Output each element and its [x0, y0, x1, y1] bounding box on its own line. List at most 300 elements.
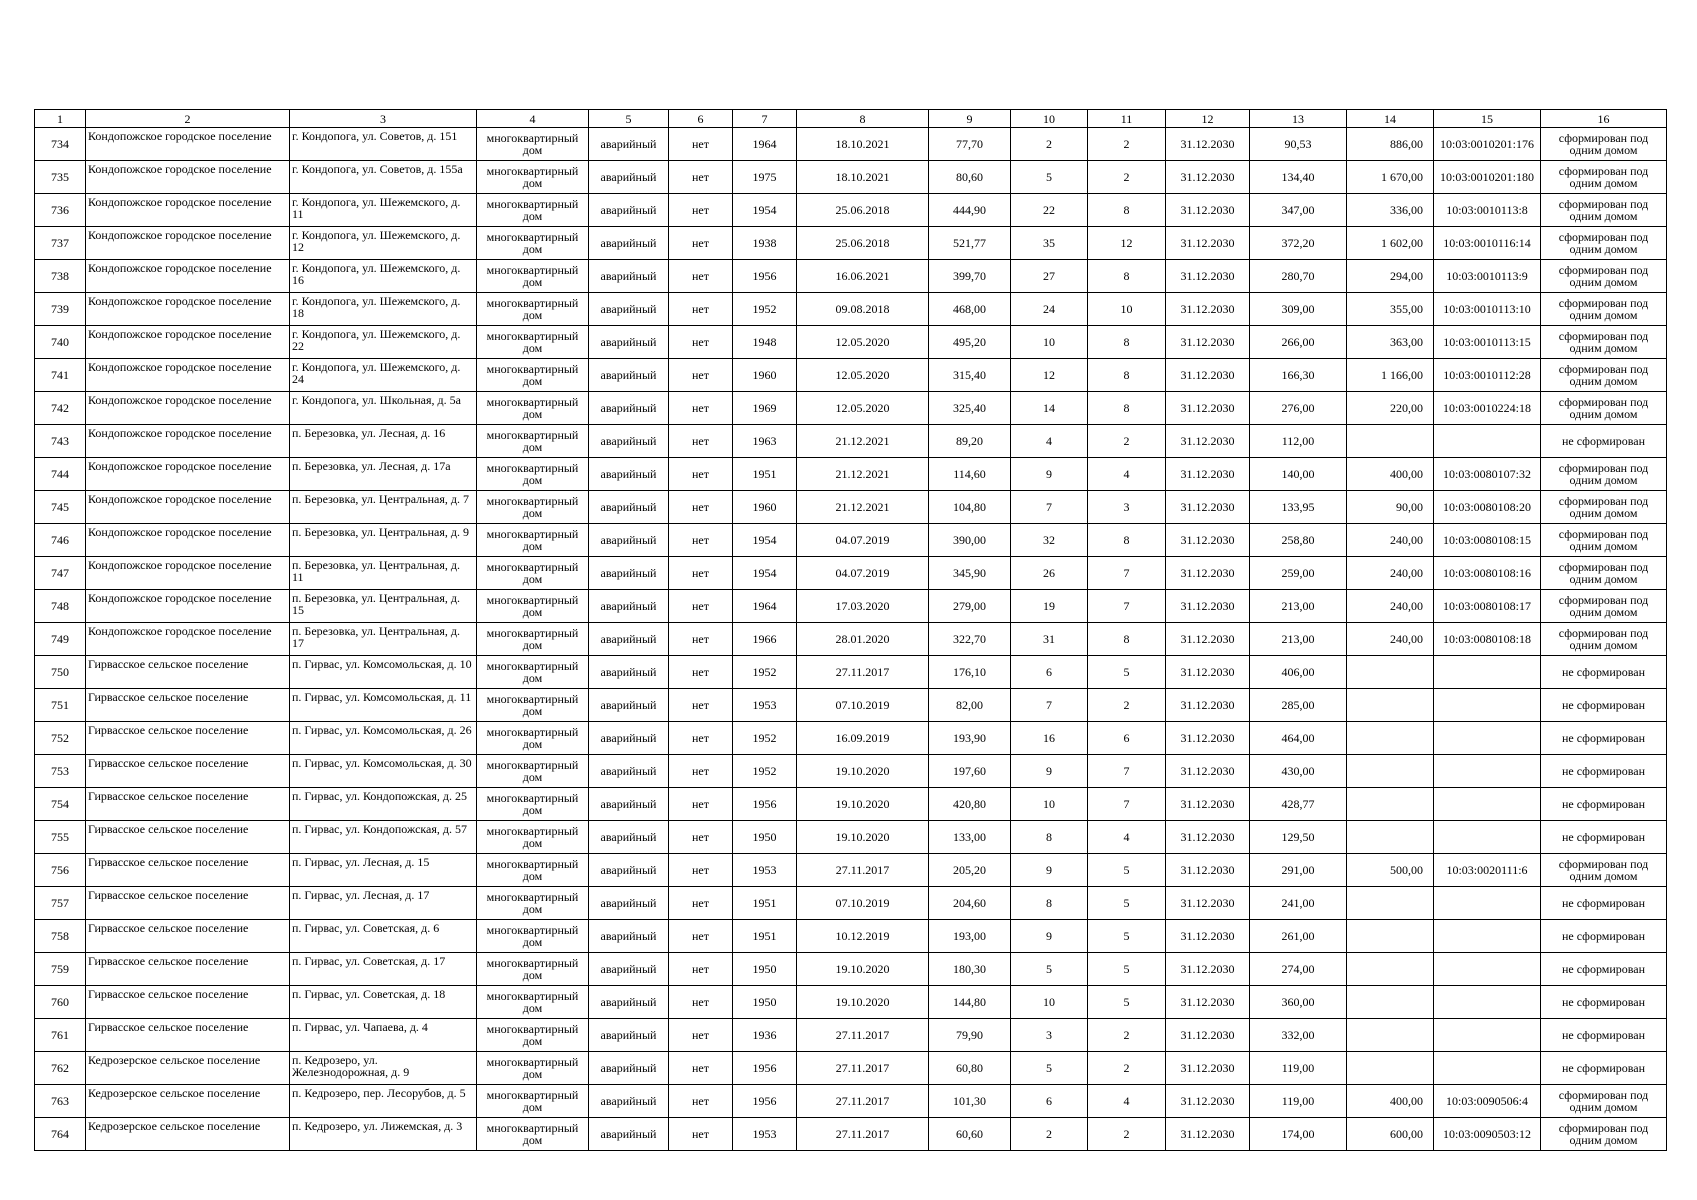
table-cell-col-6: нет	[669, 194, 733, 227]
table-cell-col-3: п. Березовка, ул. Центральная, д. 7	[290, 491, 477, 524]
table-cell-col-16: сформирован под одним домом	[1541, 293, 1667, 326]
table-cell-col-16: не сформирован	[1541, 920, 1667, 953]
table-cell-col-9: 79,90	[929, 1019, 1011, 1052]
table-cell-col-2: Гирвасское сельское поселение	[86, 1019, 290, 1052]
table-cell-col-7: 1954	[733, 524, 797, 557]
table-cell-col-1: 734	[35, 128, 86, 161]
table-row	[35, 359, 1667, 392]
table-cell-col-11: 5	[1088, 986, 1166, 1019]
table-cell-col-2: Кондопожское городское поселение	[86, 128, 290, 161]
table-cell-col-3: п. Гирвас, ул. Комсомольская, д. 10	[290, 656, 477, 689]
table-cell-col-1: 754	[35, 788, 86, 821]
table-cell-col-15	[1434, 920, 1541, 953]
table-cell-col-11: 4	[1088, 821, 1166, 854]
table-cell-col-9: 345,90	[929, 557, 1011, 590]
table-cell-col-16: сформирован под одним домом	[1541, 623, 1667, 656]
table-cell-col-13: 90,53	[1250, 128, 1347, 161]
table-cell-col-9: 204,60	[929, 887, 1011, 920]
table-cell-col-4: многоквартирный дом	[477, 656, 589, 689]
table-cell-col-9: 60,80	[929, 1052, 1011, 1085]
table-cell-col-3: п. Гирвас, ул. Комсомольская, д. 30	[290, 755, 477, 788]
table-cell-col-12: 31.12.2030	[1166, 293, 1250, 326]
table-cell-col-16: сформирован под одним домом	[1541, 392, 1667, 425]
table-cell-col-10: 10	[1011, 788, 1088, 821]
table-row	[35, 920, 1667, 953]
table-cell-col-1: 736	[35, 194, 86, 227]
table-cell-col-8: 04.07.2019	[797, 557, 929, 590]
table-cell-col-12: 31.12.2030	[1166, 689, 1250, 722]
table-cell-col-1: 742	[35, 392, 86, 425]
table-cell-col-1: 740	[35, 326, 86, 359]
table-cell-col-15: 10:03:0080108:18	[1434, 623, 1541, 656]
table-cell-col-1: 758	[35, 920, 86, 953]
table-cell-col-11: 7	[1088, 788, 1166, 821]
table-cell-col-6: нет	[669, 524, 733, 557]
table-cell-col-4: многоквартирный дом	[477, 227, 589, 260]
table-cell-col-11: 5	[1088, 887, 1166, 920]
table-row	[35, 1052, 1667, 1085]
table-cell-col-6: нет	[669, 1052, 733, 1085]
table-cell-col-6: нет	[669, 623, 733, 656]
table-cell-col-13: 274,00	[1250, 953, 1347, 986]
table-cell-col-4: многоквартирный дом	[477, 986, 589, 1019]
table-cell-col-5: аварийный	[589, 623, 669, 656]
table-cell-col-16: сформирован под одним домом	[1541, 458, 1667, 491]
table-cell-col-3: п. Березовка, ул. Центральная, д. 15	[290, 590, 477, 623]
table-cell-col-4: многоквартирный дом	[477, 1118, 589, 1151]
table-cell-col-13: 464,00	[1250, 722, 1347, 755]
table-cell-col-9: 176,10	[929, 656, 1011, 689]
column-header-9: 9	[929, 110, 1011, 128]
table-cell-col-3: г. Кондопога, ул. Советов, д. 151	[290, 128, 477, 161]
table-cell-col-2: Кондопожское городское поселение	[86, 623, 290, 656]
table-cell-col-10: 27	[1011, 260, 1088, 293]
table-row	[35, 1019, 1667, 1052]
table-cell-col-2: Кедрозерское сельское поселение	[86, 1118, 290, 1151]
table-cell-col-7: 1956	[733, 1085, 797, 1118]
table-cell-col-4: многоквартирный дом	[477, 491, 589, 524]
table-cell-col-9: 420,80	[929, 788, 1011, 821]
table-cell-col-13: 258,80	[1250, 524, 1347, 557]
table-cell-col-8: 09.08.2018	[797, 293, 929, 326]
table-cell-col-7: 1956	[733, 260, 797, 293]
table-cell-col-2: Кондопожское городское поселение	[86, 161, 290, 194]
table-cell-col-14: 240,00	[1347, 623, 1434, 656]
table-row	[35, 491, 1667, 524]
column-header-10: 10	[1011, 110, 1088, 128]
table-cell-col-1: 741	[35, 359, 86, 392]
column-header-12: 12	[1166, 110, 1250, 128]
table-cell-col-6: нет	[669, 854, 733, 887]
table-cell-col-9: 77,70	[929, 128, 1011, 161]
table-cell-col-11: 7	[1088, 755, 1166, 788]
table-cell-col-1: 757	[35, 887, 86, 920]
table-cell-col-3: п. Березовка, ул. Центральная, д. 9	[290, 524, 477, 557]
table-cell-col-15: 10:03:0010201:176	[1434, 128, 1541, 161]
table-cell-col-8: 18.10.2021	[797, 128, 929, 161]
table-cell-col-8: 19.10.2020	[797, 986, 929, 1019]
table-cell-col-3: п. Гирвас, ул. Лесная, д. 15	[290, 854, 477, 887]
table-row	[35, 722, 1667, 755]
table-cell-col-6: нет	[669, 491, 733, 524]
table-cell-col-7: 1966	[733, 623, 797, 656]
table-cell-col-14	[1347, 887, 1434, 920]
table-cell-col-7: 1951	[733, 887, 797, 920]
column-header-1: 1	[35, 110, 86, 128]
table-cell-col-12: 31.12.2030	[1166, 326, 1250, 359]
table-row	[35, 887, 1667, 920]
table-cell-col-4: многоквартирный дом	[477, 755, 589, 788]
table-cell-col-12: 31.12.2030	[1166, 920, 1250, 953]
table-cell-col-8: 16.09.2019	[797, 722, 929, 755]
table-cell-col-11: 8	[1088, 194, 1166, 227]
table-cell-col-6: нет	[669, 161, 733, 194]
table-cell-col-5: аварийный	[589, 326, 669, 359]
table-cell-col-6: нет	[669, 788, 733, 821]
table-cell-col-2: Гирвасское сельское поселение	[86, 920, 290, 953]
table-cell-col-2: Гирвасское сельское поселение	[86, 689, 290, 722]
table-cell-col-13: 360,00	[1250, 986, 1347, 1019]
table-cell-col-2: Гирвасское сельское поселение	[86, 722, 290, 755]
column-header-11: 11	[1088, 110, 1166, 128]
table-cell-col-8: 12.05.2020	[797, 326, 929, 359]
table-cell-col-11: 5	[1088, 953, 1166, 986]
table-cell-col-12: 31.12.2030	[1166, 161, 1250, 194]
table-cell-col-2: Кондопожское городское поселение	[86, 260, 290, 293]
table-cell-col-14	[1347, 425, 1434, 458]
table-cell-col-8: 10.12.2019	[797, 920, 929, 953]
table-row	[35, 1085, 1667, 1118]
table-cell-col-8: 27.11.2017	[797, 1085, 929, 1118]
table-cell-col-11: 7	[1088, 590, 1166, 623]
table-cell-col-4: многоквартирный дом	[477, 1019, 589, 1052]
table-cell-col-4: многоквартирный дом	[477, 326, 589, 359]
table-cell-col-7: 1956	[733, 1052, 797, 1085]
table-cell-col-6: нет	[669, 293, 733, 326]
table-row	[35, 458, 1667, 491]
table-cell-col-1: 750	[35, 656, 86, 689]
table-cell-col-15	[1434, 722, 1541, 755]
table-cell-col-9: 325,40	[929, 392, 1011, 425]
table-cell-col-2: Гирвасское сельское поселение	[86, 755, 290, 788]
table-cell-col-13: 129,50	[1250, 821, 1347, 854]
table-cell-col-11: 6	[1088, 722, 1166, 755]
table-cell-col-5: аварийный	[589, 656, 669, 689]
table-cell-col-2: Кондопожское городское поселение	[86, 458, 290, 491]
table-cell-col-4: многоквартирный дом	[477, 161, 589, 194]
table-cell-col-13: 119,00	[1250, 1052, 1347, 1085]
table-cell-col-10: 12	[1011, 359, 1088, 392]
table-cell-col-2: Гирвасское сельское поселение	[86, 953, 290, 986]
table-cell-col-6: нет	[669, 425, 733, 458]
table-cell-col-13: 430,00	[1250, 755, 1347, 788]
table-cell-col-3: г. Кондопога, ул. Советов, д. 155а	[290, 161, 477, 194]
table-cell-col-13: 213,00	[1250, 623, 1347, 656]
table-cell-col-12: 31.12.2030	[1166, 1118, 1250, 1151]
table-cell-col-14: 90,00	[1347, 491, 1434, 524]
table-cell-col-15: 10:03:0080108:15	[1434, 524, 1541, 557]
table-cell-col-3: п. Гирвас, ул. Комсомольская, д. 11	[290, 689, 477, 722]
table-cell-col-12: 31.12.2030	[1166, 1052, 1250, 1085]
table-cell-col-9: 468,00	[929, 293, 1011, 326]
table-cell-col-3: п. Гирвас, ул. Советская, д. 18	[290, 986, 477, 1019]
table-cell-col-13: 140,00	[1250, 458, 1347, 491]
column-header-8: 8	[797, 110, 929, 128]
table-cell-col-14	[1347, 953, 1434, 986]
table-cell-col-12: 31.12.2030	[1166, 887, 1250, 920]
table-cell-col-8: 04.07.2019	[797, 524, 929, 557]
table-cell-col-15: 10:03:0010116:14	[1434, 227, 1541, 260]
table-cell-col-3: п. Гирвас, ул. Кондопожская, д. 25	[290, 788, 477, 821]
table-cell-col-8: 27.11.2017	[797, 1019, 929, 1052]
table-row	[35, 821, 1667, 854]
table-cell-col-5: аварийный	[589, 689, 669, 722]
table-cell-col-15: 10:03:0010201:180	[1434, 161, 1541, 194]
table-cell-col-16: не сформирован	[1541, 986, 1667, 1019]
table-cell-col-11: 8	[1088, 260, 1166, 293]
table-cell-col-15	[1434, 953, 1541, 986]
table-cell-col-1: 761	[35, 1019, 86, 1052]
table-cell-col-13: 119,00	[1250, 1085, 1347, 1118]
table-cell-col-4: многоквартирный дом	[477, 920, 589, 953]
table-cell-col-8: 19.10.2020	[797, 755, 929, 788]
table-cell-col-11: 8	[1088, 326, 1166, 359]
table-cell-col-8: 27.11.2017	[797, 854, 929, 887]
table-cell-col-3: п. Гирвас, ул. Чапаева, д. 4	[290, 1019, 477, 1052]
table-cell-col-7: 1960	[733, 491, 797, 524]
table-cell-col-1: 735	[35, 161, 86, 194]
table-cell-col-11: 2	[1088, 1052, 1166, 1085]
table-cell-col-13: 406,00	[1250, 656, 1347, 689]
table-cell-col-8: 27.11.2017	[797, 1118, 929, 1151]
table-cell-col-15	[1434, 788, 1541, 821]
table-cell-col-6: нет	[669, 722, 733, 755]
table-cell-col-4: многоквартирный дом	[477, 689, 589, 722]
table-cell-col-5: аварийный	[589, 161, 669, 194]
table-cell-col-10: 7	[1011, 689, 1088, 722]
table-row	[35, 557, 1667, 590]
table-cell-col-15	[1434, 1019, 1541, 1052]
table-cell-col-14: 400,00	[1347, 1085, 1434, 1118]
table-cell-col-4: многоквартирный дом	[477, 1085, 589, 1118]
table-cell-col-7: 1952	[733, 722, 797, 755]
table-cell-col-12: 31.12.2030	[1166, 623, 1250, 656]
table-cell-col-2: Гирвасское сельское поселение	[86, 788, 290, 821]
table-cell-col-12: 31.12.2030	[1166, 986, 1250, 1019]
table-cell-col-4: многоквартирный дом	[477, 854, 589, 887]
table-cell-col-15: 10:03:0080108:16	[1434, 557, 1541, 590]
table-cell-col-5: аварийный	[589, 755, 669, 788]
table-cell-col-9: 197,60	[929, 755, 1011, 788]
table-cell-col-7: 1952	[733, 293, 797, 326]
table-cell-col-15: 10:03:0080107:32	[1434, 458, 1541, 491]
table-cell-col-5: аварийный	[589, 557, 669, 590]
table-cell-col-1: 755	[35, 821, 86, 854]
table-cell-col-12: 31.12.2030	[1166, 821, 1250, 854]
table-cell-col-13: 241,00	[1250, 887, 1347, 920]
table-cell-col-10: 3	[1011, 1019, 1088, 1052]
table-cell-col-4: многоквартирный дом	[477, 524, 589, 557]
table-cell-col-5: аварийный	[589, 1052, 669, 1085]
table-row	[35, 689, 1667, 722]
table-cell-col-3: п. Кедрозеро, ул. Лижемская, д. 3	[290, 1118, 477, 1151]
table-cell-col-14: 500,00	[1347, 854, 1434, 887]
table-row	[35, 953, 1667, 986]
table-cell-col-13: 112,00	[1250, 425, 1347, 458]
table-cell-col-5: аварийный	[589, 260, 669, 293]
table-cell-col-5: аварийный	[589, 491, 669, 524]
table-cell-col-10: 9	[1011, 854, 1088, 887]
table-cell-col-9: 390,00	[929, 524, 1011, 557]
table-cell-col-10: 22	[1011, 194, 1088, 227]
table-cell-col-13: 347,00	[1250, 194, 1347, 227]
table-cell-col-3: п. Березовка, ул. Центральная, д. 17	[290, 623, 477, 656]
table-cell-col-11: 2	[1088, 425, 1166, 458]
table-cell-col-7: 1953	[733, 689, 797, 722]
table-cell-col-9: 101,30	[929, 1085, 1011, 1118]
table-cell-col-4: многоквартирный дом	[477, 1052, 589, 1085]
table-cell-col-13: 259,00	[1250, 557, 1347, 590]
table-cell-col-3: п. Гирвас, ул. Советская, д. 6	[290, 920, 477, 953]
table-cell-col-14	[1347, 656, 1434, 689]
table-cell-col-2: Кондопожское городское поселение	[86, 557, 290, 590]
table-cell-col-7: 1953	[733, 854, 797, 887]
table-cell-col-5: аварийный	[589, 986, 669, 1019]
table-cell-col-12: 31.12.2030	[1166, 722, 1250, 755]
table-cell-col-1: 760	[35, 986, 86, 1019]
table-cell-col-14: 355,00	[1347, 293, 1434, 326]
table-cell-col-7: 1969	[733, 392, 797, 425]
table-cell-col-13: 134,40	[1250, 161, 1347, 194]
table-cell-col-16: сформирован под одним домом	[1541, 359, 1667, 392]
table-cell-col-16: сформирован под одним домом	[1541, 1118, 1667, 1151]
table-cell-col-14	[1347, 755, 1434, 788]
table-cell-col-13: 309,00	[1250, 293, 1347, 326]
table-cell-col-1: 749	[35, 623, 86, 656]
table-cell-col-7: 1952	[733, 656, 797, 689]
table-cell-col-2: Гирвасское сельское поселение	[86, 887, 290, 920]
table-cell-col-11: 10	[1088, 293, 1166, 326]
table-cell-col-10: 4	[1011, 425, 1088, 458]
table-cell-col-11: 3	[1088, 491, 1166, 524]
table-cell-col-11: 2	[1088, 128, 1166, 161]
table-cell-col-8: 19.10.2020	[797, 821, 929, 854]
table-cell-col-12: 31.12.2030	[1166, 854, 1250, 887]
table-cell-col-13: 428,77	[1250, 788, 1347, 821]
table-cell-col-11: 4	[1088, 458, 1166, 491]
table-cell-col-11: 5	[1088, 920, 1166, 953]
table-cell-col-1: 738	[35, 260, 86, 293]
table-cell-col-3: г. Кондопога, ул. Школьная, д. 5а	[290, 392, 477, 425]
table-cell-col-2: Кондопожское городское поселение	[86, 194, 290, 227]
table-cell-col-6: нет	[669, 1118, 733, 1151]
table-cell-col-11: 2	[1088, 1019, 1166, 1052]
table-cell-col-16: сформирован под одним домом	[1541, 590, 1667, 623]
table-cell-col-12: 31.12.2030	[1166, 227, 1250, 260]
table-cell-col-1: 753	[35, 755, 86, 788]
table-cell-col-3: г. Кондопога, ул. Шежемского, д. 18	[290, 293, 477, 326]
table-cell-col-7: 1936	[733, 1019, 797, 1052]
table-cell-col-2: Кондопожское городское поселение	[86, 293, 290, 326]
table-cell-col-14: 1 166,00	[1347, 359, 1434, 392]
table-cell-col-12: 31.12.2030	[1166, 392, 1250, 425]
table-cell-col-14: 294,00	[1347, 260, 1434, 293]
table-cell-col-10: 9	[1011, 920, 1088, 953]
table-cell-col-10: 5	[1011, 161, 1088, 194]
table-cell-col-15: 10:03:0010113:15	[1434, 326, 1541, 359]
table-cell-col-2: Кондопожское городское поселение	[86, 326, 290, 359]
table-cell-col-6: нет	[669, 557, 733, 590]
table-cell-col-16: сформирован под одним домом	[1541, 260, 1667, 293]
table-cell-col-7: 1964	[733, 590, 797, 623]
table-row	[35, 194, 1667, 227]
table-cell-col-14: 886,00	[1347, 128, 1434, 161]
column-header-14: 14	[1347, 110, 1434, 128]
table-cell-col-16: не сформирован	[1541, 722, 1667, 755]
table-cell-col-10: 35	[1011, 227, 1088, 260]
table-cell-col-7: 1954	[733, 557, 797, 590]
table-cell-col-7: 1950	[733, 821, 797, 854]
table-cell-col-2: Кондопожское городское поселение	[86, 392, 290, 425]
table-row	[35, 656, 1667, 689]
table-cell-col-16: сформирован под одним домом	[1541, 128, 1667, 161]
table-cell-col-16: сформирован под одним домом	[1541, 194, 1667, 227]
table-cell-col-14	[1347, 920, 1434, 953]
table-cell-col-3: п. Березовка, ул. Лесная, д. 16	[290, 425, 477, 458]
table-cell-col-16: не сформирован	[1541, 1052, 1667, 1085]
table-cell-col-2: Гирвасское сельское поселение	[86, 656, 290, 689]
table-cell-col-1: 737	[35, 227, 86, 260]
table-cell-col-15: 10:03:0080108:20	[1434, 491, 1541, 524]
table-cell-col-5: аварийный	[589, 722, 669, 755]
table-cell-col-5: аварийный	[589, 821, 669, 854]
table-cell-col-14: 600,00	[1347, 1118, 1434, 1151]
table-cell-col-13: 261,00	[1250, 920, 1347, 953]
table-row	[35, 1118, 1667, 1151]
table-cell-col-9: 80,60	[929, 161, 1011, 194]
table-cell-col-15: 10:03:0010113:10	[1434, 293, 1541, 326]
table-cell-col-5: аварийный	[589, 953, 669, 986]
table-cell-col-13: 133,95	[1250, 491, 1347, 524]
table-row	[35, 128, 1667, 161]
table-cell-col-10: 9	[1011, 458, 1088, 491]
table-cell-col-10: 6	[1011, 656, 1088, 689]
table-cell-col-15	[1434, 689, 1541, 722]
table-cell-col-1: 747	[35, 557, 86, 590]
table-cell-col-13: 174,00	[1250, 1118, 1347, 1151]
table-cell-col-2: Гирвасское сельское поселение	[86, 854, 290, 887]
table-cell-col-15	[1434, 1052, 1541, 1085]
table-cell-col-15	[1434, 656, 1541, 689]
table-cell-col-6: нет	[669, 656, 733, 689]
table-cell-col-4: многоквартирный дом	[477, 293, 589, 326]
table-row	[35, 623, 1667, 656]
table-cell-col-15	[1434, 887, 1541, 920]
table-cell-col-7: 1950	[733, 953, 797, 986]
table-cell-col-3: г. Кондопога, ул. Шежемского, д. 22	[290, 326, 477, 359]
table-cell-col-7: 1956	[733, 788, 797, 821]
table-cell-col-12: 31.12.2030	[1166, 755, 1250, 788]
table-cell-col-9: 399,70	[929, 260, 1011, 293]
table-cell-col-10: 32	[1011, 524, 1088, 557]
table-cell-col-6: нет	[669, 821, 733, 854]
table-cell-col-15: 10:03:0010113:9	[1434, 260, 1541, 293]
table-cell-col-11: 5	[1088, 656, 1166, 689]
table-cell-col-14: 220,00	[1347, 392, 1434, 425]
table-cell-col-12: 31.12.2030	[1166, 788, 1250, 821]
table-row	[35, 788, 1667, 821]
table-cell-col-12: 31.12.2030	[1166, 128, 1250, 161]
